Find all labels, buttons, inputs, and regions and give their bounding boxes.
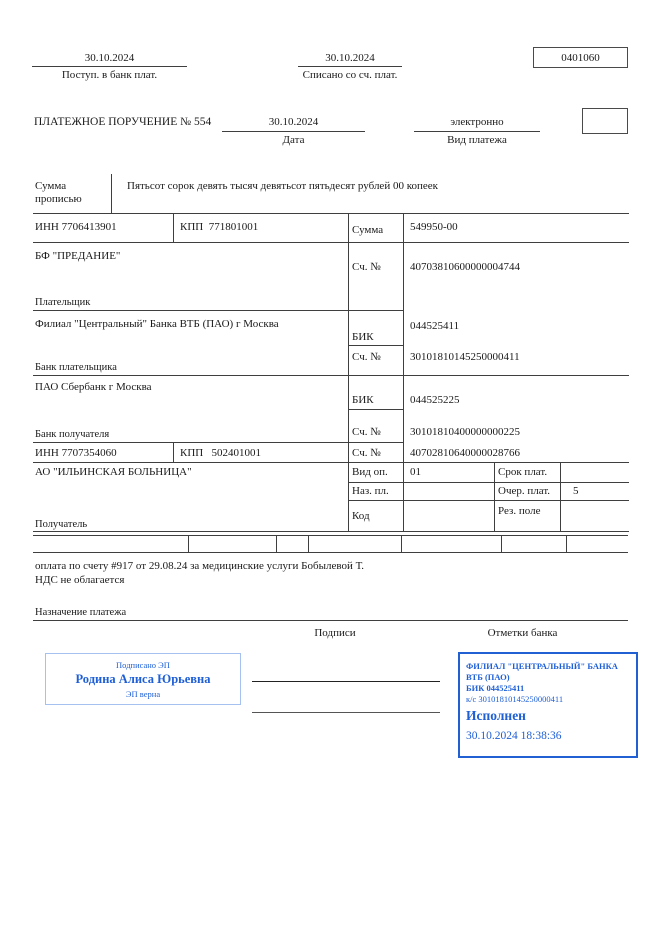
payee-kpp: КПП 502401001 bbox=[180, 447, 261, 459]
rule bbox=[33, 552, 628, 553]
purpose-code-label: Наз. пл. bbox=[352, 485, 389, 497]
bank-stamp-datetime: 30.10.2024 18:38:36 bbox=[466, 730, 562, 742]
detail-cell-divider bbox=[188, 535, 189, 552]
priority-label: Очер. плат. bbox=[498, 485, 551, 497]
purpose-line-2: НДС не облагается bbox=[35, 574, 125, 586]
rule bbox=[348, 409, 403, 410]
payee-bank-label: Банк получателя bbox=[35, 429, 110, 440]
payer-kpp: КПП 771801001 bbox=[180, 221, 259, 233]
payer-bank-account: 30101810145250000411 bbox=[410, 351, 520, 363]
payee-label: Получатель bbox=[35, 519, 88, 530]
purpose-line-1: оплата по счету #917 от 29.08.24 за медицинские услуги Бобылевой Т. bbox=[35, 560, 364, 572]
amount-words-label-2: прописью bbox=[35, 193, 82, 205]
payee-name: АО "ИЛЬИНСКАЯ БОЛЬНИЦА" bbox=[35, 466, 192, 478]
debited-date: 30.10.2024 bbox=[325, 52, 375, 64]
payee-account: 40702810640000028766 bbox=[410, 447, 520, 459]
rule bbox=[560, 462, 561, 532]
payer-bank-name: Филиал "Центральный" Банка ВТБ (ПАО) г Москва bbox=[35, 318, 279, 330]
status-box bbox=[582, 108, 628, 134]
payer-account: 40703810600000004744 bbox=[410, 261, 520, 273]
document-title: ПЛАТЕЖНОЕ ПОРУЧЕНИЕ № 554 bbox=[34, 116, 212, 128]
payee-inn: ИНН 7707354060 bbox=[35, 447, 117, 459]
priority-value: 5 bbox=[573, 485, 579, 497]
bank-marks-label: Отметки банка bbox=[487, 627, 558, 639]
rule bbox=[403, 213, 404, 532]
payer-bank-bik: 044525411 bbox=[410, 320, 460, 332]
signature-stamp-box bbox=[45, 653, 241, 705]
purpose-label: Назначение платежа bbox=[35, 607, 127, 618]
payer-inn: ИНН 7706413901 bbox=[35, 221, 117, 233]
detail-cell-divider bbox=[276, 535, 277, 552]
payer-bank-label: Банк плательщика bbox=[35, 362, 117, 373]
payment-kind-underline bbox=[414, 131, 540, 132]
bank-stamp-line-4: к/с 30101810145250000411 bbox=[466, 694, 564, 704]
bank-stamp-box bbox=[458, 652, 638, 758]
rule bbox=[33, 535, 628, 536]
payment-kind-label: Вид платежа bbox=[447, 134, 507, 146]
bank-stamp-line-1: ФИЛИАЛ "ЦЕНТРАЛЬНЫЙ" БАНКА bbox=[466, 661, 618, 671]
amount-words-label-1: Сумма bbox=[35, 180, 67, 192]
detail-cell-divider bbox=[401, 535, 402, 552]
signatures-label: Подписи bbox=[314, 627, 356, 639]
form-code-box bbox=[533, 47, 628, 68]
rule bbox=[173, 442, 174, 462]
rule bbox=[33, 213, 629, 214]
sum-label: Сумма bbox=[352, 224, 384, 236]
payer-bank-account-label: Сч. № bbox=[352, 351, 381, 363]
debited-date-underline bbox=[298, 66, 402, 67]
doc-date: 30.10.2024 bbox=[268, 116, 319, 128]
op-type-value: 01 bbox=[410, 466, 421, 478]
received-date-underline bbox=[32, 66, 187, 67]
rule bbox=[33, 242, 629, 243]
received-date-label: Поступ. в банк плат. bbox=[61, 69, 158, 81]
payee-bank-account: 30101810400000000225 bbox=[410, 426, 520, 438]
signature-stamp-line-1: Подписано ЭП bbox=[116, 660, 170, 670]
amount-words-divider bbox=[111, 174, 112, 213]
doc-date-label: Дата bbox=[282, 134, 305, 146]
detail-cell-divider bbox=[566, 535, 567, 552]
payee-bank-name: ПАО Сбербанк г Москва bbox=[35, 381, 152, 393]
rule bbox=[348, 500, 629, 501]
pay-term-label: Срок плат. bbox=[498, 466, 548, 478]
payee-bank-bik: 044525225 bbox=[410, 394, 460, 406]
bank-stamp-line-3: БИК 044525411 bbox=[466, 683, 525, 693]
payer-bank-bik-label: БИК bbox=[352, 331, 374, 343]
rule bbox=[173, 213, 174, 242]
payee-bank-account-label: Сч. № bbox=[352, 426, 381, 438]
rule bbox=[33, 375, 629, 376]
signature-line-2 bbox=[252, 712, 440, 713]
rule bbox=[348, 482, 629, 483]
rule bbox=[33, 531, 629, 532]
form-code: 0401060 bbox=[561, 52, 600, 64]
received-date: 30.10.2024 bbox=[84, 52, 135, 64]
payer-name: БФ "ПРЕДАНИЕ" bbox=[35, 250, 121, 262]
reserve-field-label: Рез. поле bbox=[498, 505, 541, 517]
detail-cell-divider bbox=[501, 535, 502, 552]
doc-date-underline bbox=[222, 131, 365, 132]
purpose-underline bbox=[33, 620, 628, 621]
payee-account-label: Сч. № bbox=[352, 447, 381, 459]
bank-stamp-status: Исполнен bbox=[466, 708, 526, 723]
debited-date-label: Списано со сч. плат. bbox=[302, 69, 398, 81]
detail-cell-divider bbox=[308, 535, 309, 552]
sum-value: 549950-00 bbox=[410, 221, 458, 233]
signature-line-1 bbox=[252, 681, 440, 682]
payer-account-label: Сч. № bbox=[352, 261, 381, 273]
bank-stamp-line-2: ВТБ (ПАО) bbox=[466, 672, 510, 682]
op-type-label: Вид оп. bbox=[352, 466, 388, 478]
rule bbox=[33, 462, 629, 463]
rule bbox=[348, 213, 349, 532]
amount-words-value: Пятьсот сорок девять тысяч девятьсот пятьдесят рублей 00 копеек bbox=[127, 180, 438, 192]
signature-stamp-name: Родина Алиса Юрьевна bbox=[75, 672, 211, 686]
payee-bank-bik-label: БИК bbox=[352, 394, 374, 406]
code-label: Код bbox=[352, 510, 370, 522]
payer-label: Плательщик bbox=[35, 297, 91, 308]
rule bbox=[348, 345, 403, 346]
signature-stamp-line-3: ЭП верна bbox=[125, 689, 161, 699]
rule bbox=[494, 462, 495, 532]
payment-kind: электронно bbox=[450, 116, 504, 128]
